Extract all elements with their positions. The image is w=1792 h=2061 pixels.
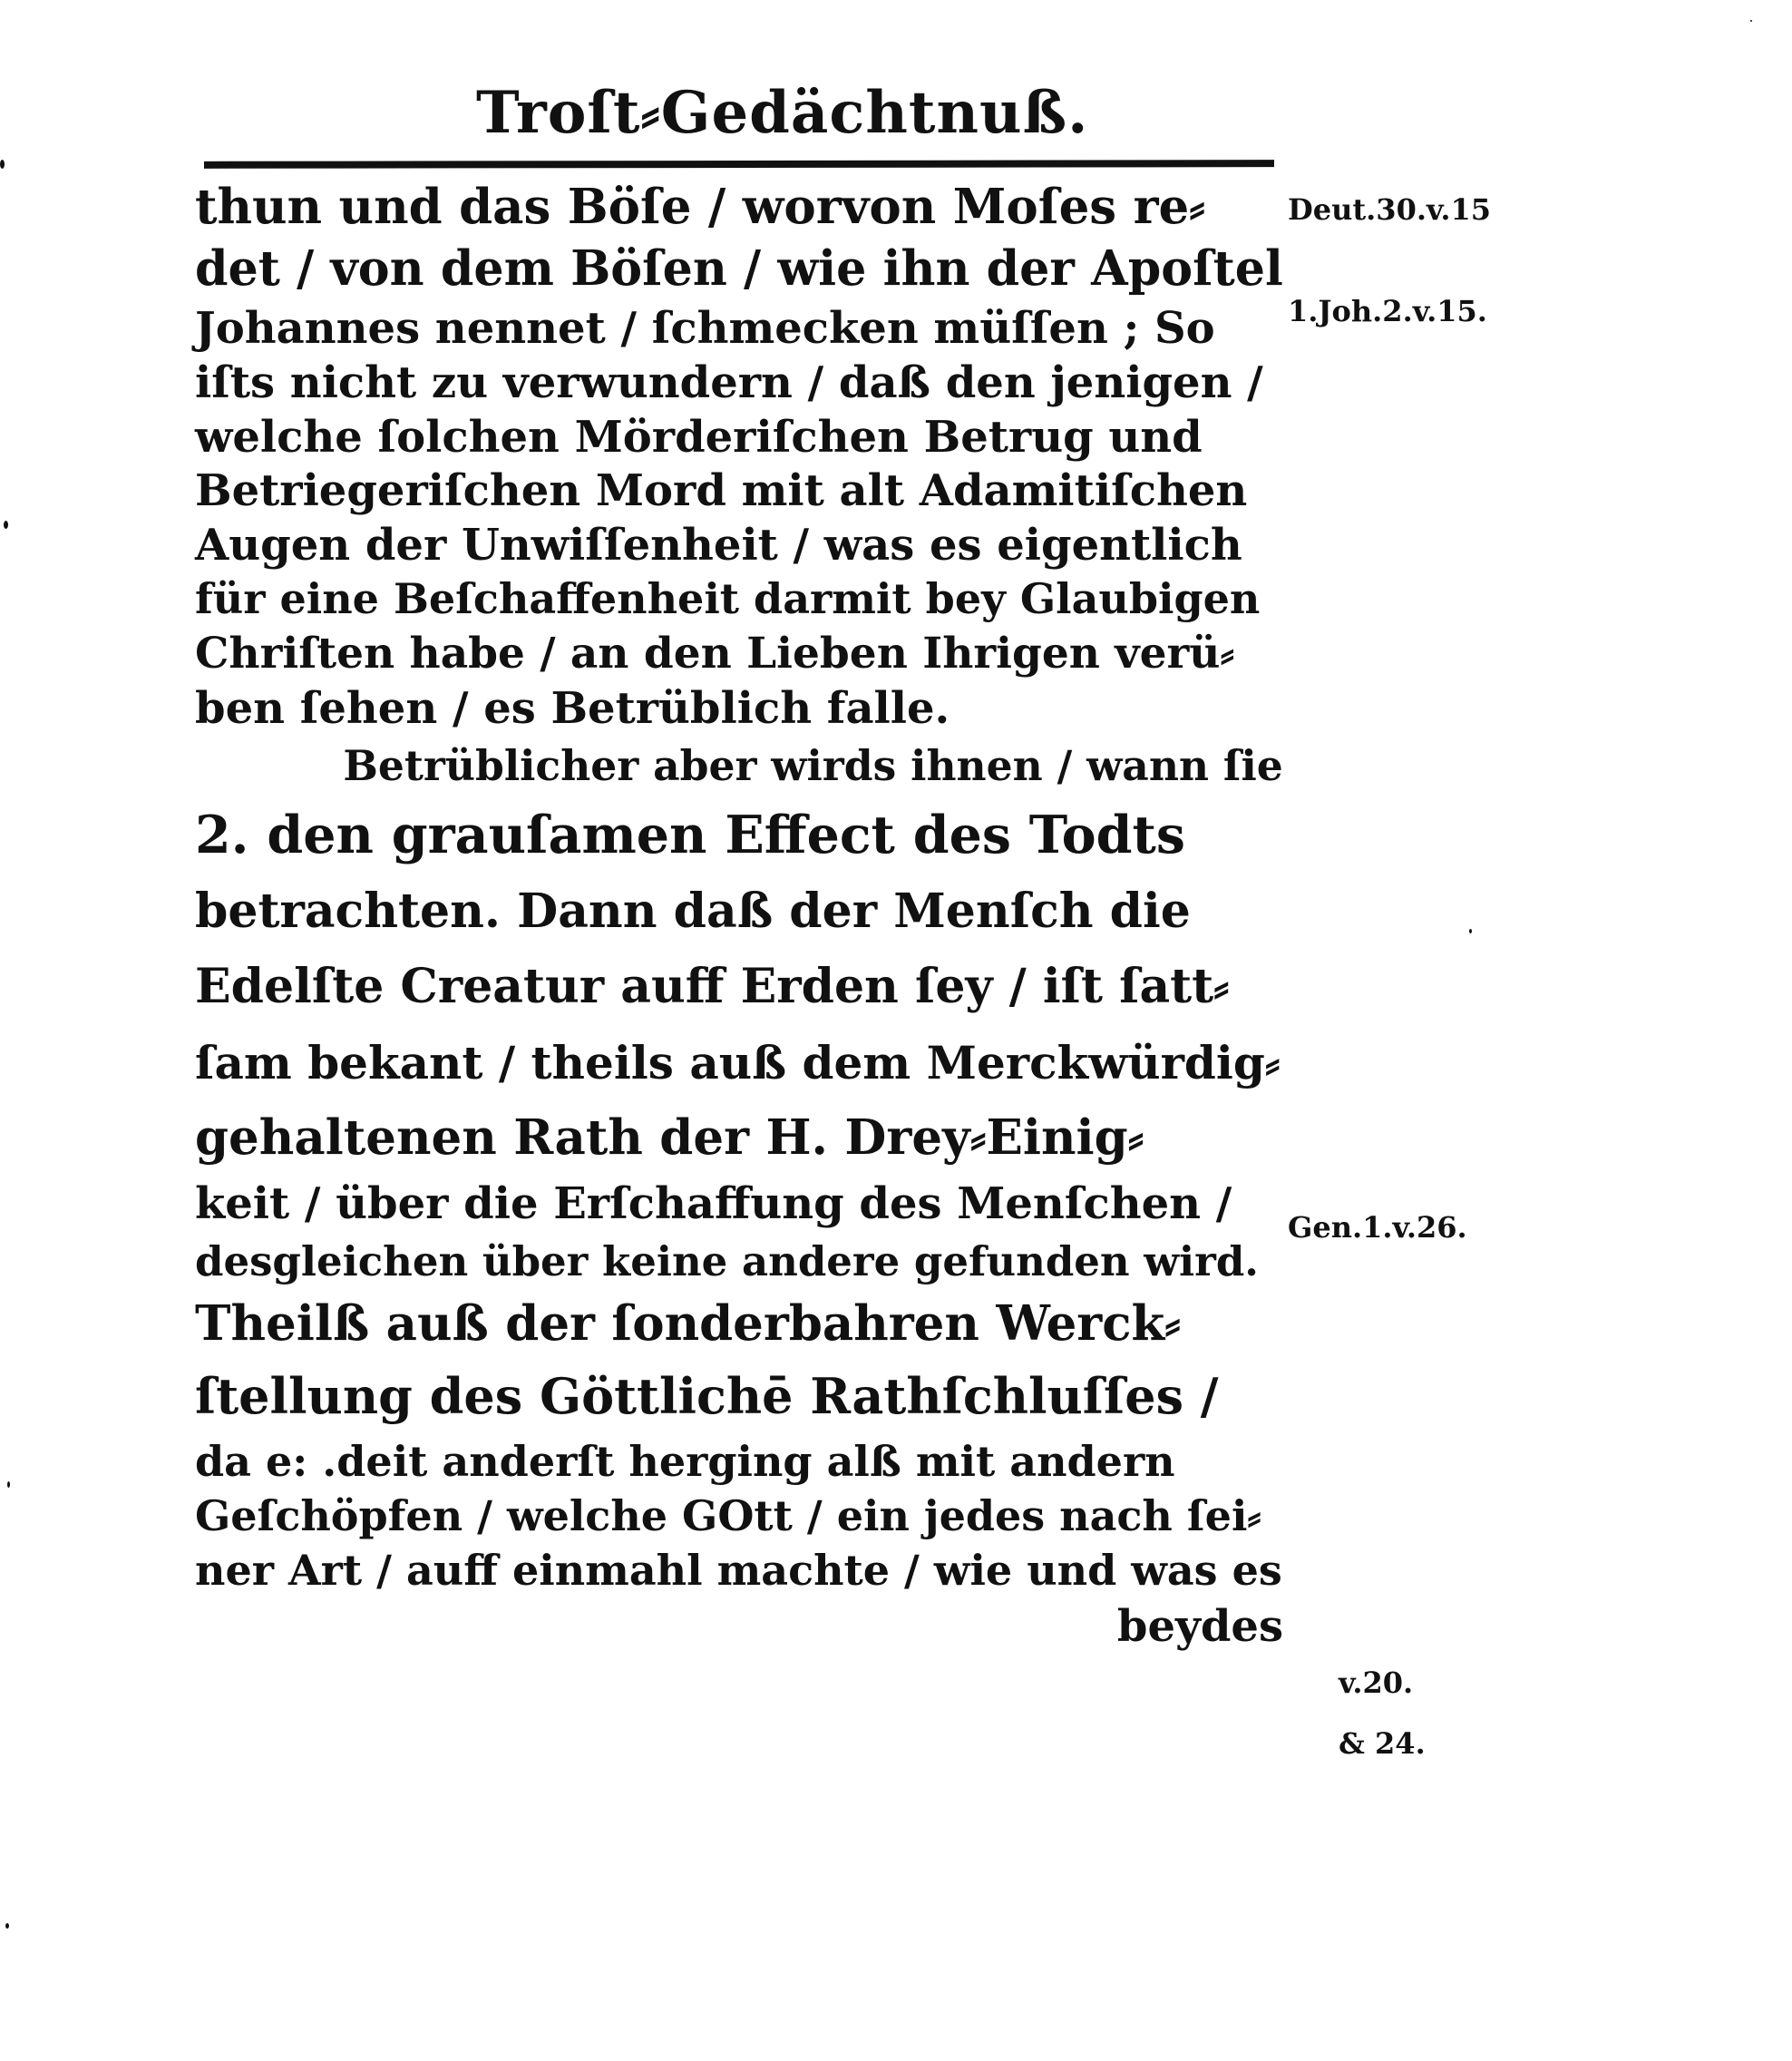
body-line-10: ben ſehen / es Betrüblich falle.	[195, 683, 950, 734]
body-line-13: betrachten. Dann daß der Menſch die	[195, 884, 1191, 939]
body-line-20: ſtellung des Göttlichē Rathſchluſſes /	[195, 1367, 1219, 1425]
margin-note-joh: 1.Joh.2.v.15.	[1288, 294, 1487, 328]
body-line-9: Chriſten habe / an den Lieben Ihrigen verü⸗	[195, 629, 1235, 679]
body-line-11: Betrüblicher aber wirds ihnen / wann ſie	[343, 741, 1283, 790]
body-line-18: desgleichen über keine andere gefunden wird.	[195, 1237, 1259, 1285]
body-line-23: ner Art / auff einmahl machte / wie und was es	[195, 1546, 1282, 1595]
running-head: Troſt⸗Gedächtnuß.	[476, 79, 1089, 147]
body-line-16: gehaltenen Rath der H. Drey⸗Einig⸗	[195, 1109, 1144, 1166]
scan-speck	[7, 1481, 10, 1488]
scan-speck	[5, 1923, 9, 1929]
body-line-14: Edelſte Creatur auff Erden ſey / iſt ſatt⸗	[195, 959, 1230, 1014]
body-line-15: ſam bekant / theils auß dem Merckwürdig⸗	[195, 1036, 1281, 1089]
margin-notes	[1288, 0, 1514, 2061]
page-header	[204, 77, 1274, 159]
body-line-21: da e: .deit anderſt herging alß mit andern	[195, 1437, 1175, 1486]
body-line-5: welche ſolchen Mörderiſchen Betrug und	[195, 412, 1203, 463]
margin-note-gen: Gen.1.v.26.	[1288, 1210, 1467, 1245]
body-line-17: keit / über die Erſchaffung des Menſchen /	[195, 1178, 1232, 1229]
margin-note-v20: v.20.	[1339, 1665, 1414, 1700]
body-line-3: Johannes nennet / ſchmecken müſſen ; So	[195, 303, 1215, 354]
body-line-4: iſts nicht zu verwundern / daß den jenigen /	[195, 357, 1263, 408]
body-text-block	[195, 177, 1283, 1655]
scan-speck	[1750, 20, 1752, 22]
body-line-8: für eine Beſchaffenheit darmit bey Glaubigen	[195, 574, 1261, 623]
margin-note-v24: & 24.	[1339, 1726, 1426, 1761]
header-rule	[204, 160, 1274, 169]
body-line-1: thun und das Böſe / worvon Moſes re⸗	[195, 179, 1205, 235]
body-line-6: Betriegeriſchen Mord mit alt Adamitiſchen	[195, 465, 1248, 516]
margin-note-deut: Deut.30.v.15	[1288, 192, 1492, 227]
scan-speck	[0, 160, 5, 169]
body-line-19: Theilß auß der ſonderbahren Werck⸗	[195, 1295, 1181, 1352]
body-line-22: Geſchöpfen / welche GOtt / ein jedes nach ſei⸗	[195, 1491, 1261, 1540]
scan-speck	[4, 521, 8, 529]
body-line-7: Augen der Unwiſſenheit / was es eigentlich	[195, 520, 1242, 571]
catchword: beydes	[1116, 1601, 1283, 1652]
body-line-12: 2. den grauſamen Effect des Todts	[195, 805, 1185, 865]
body-line-2: det / von dem Böſen / wie ihn der Apoſtel	[195, 240, 1283, 297]
